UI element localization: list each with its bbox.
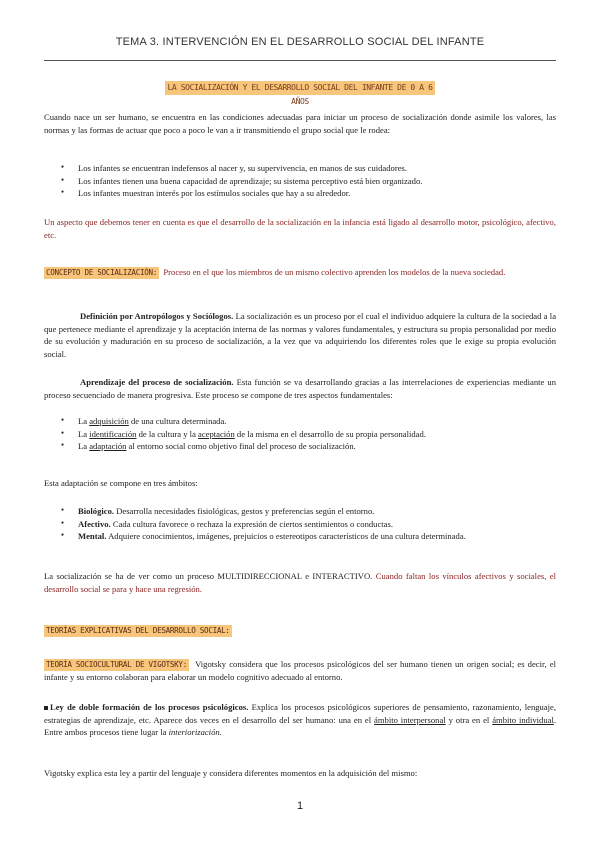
page-header: TEMA 3. INTERVENCIÓN EN EL DESARROLLO SOCIAL DEL INFANTE <box>115 36 485 48</box>
domains-list <box>44 505 556 543</box>
intro-paragraph: Cuando nace un ser humano, se encuentra en las condiciones adecuadas para iniciar un proceso de socialización donde asimile los valores, las normas y las formas de actuar que poco a poco le van a ir transmitiendo el grupo social que le rodea: <box>44 112 556 135</box>
domain-heading: Biológico. <box>78 506 115 516</box>
concept-tag: CONCEPTO DE SOCIALIZACIÓN: <box>46 268 158 277</box>
vigotsky-tag: TEORÍA SOCIOCULTURAL DE VIGOTSKY: <box>46 660 187 669</box>
learning-paragraph <box>44 376 556 401</box>
learning-heading: Aprendizaje del proceso de socialización. <box>80 377 234 387</box>
underlined-term: ámbito individual <box>492 714 554 725</box>
list-item: ● Afectivo. Cada cultura favorece o rechaza la expresión de ciertos sentimientos o conductas. <box>44 518 556 531</box>
list-item: ● Los infantes tienen una buena capacidad de aprendizaje; su sistema perceptivo está bien organizado. <box>44 175 556 188</box>
vigotsky-paragraph <box>44 658 556 684</box>
domain-heading: Afectivo. <box>78 518 111 529</box>
list-item: ● Los infantes muestran interés por los estímulos sociales que hay a su alrededor. <box>44 187 556 200</box>
aspects-list <box>44 415 556 453</box>
regression-note: Cuando faltan los vínculos afectivos y sociales, el desarrollo social se para y hace una regresión. <box>44 571 556 594</box>
law-heading: Ley de doble formación de los procesos psicológicos. <box>50 702 249 712</box>
underlined-term: ámbito interpersonal <box>374 714 446 725</box>
list-item: ● La adaptación al entorno social como objetivo final del proceso de socialización. <box>44 440 556 453</box>
list-item: ● Mental. Adquiere conocimientos, imágenes, prejuicios o estereotipos característicos de una cultura determinada. <box>44 530 556 543</box>
list-item: ● Los infantes se encuentran indefensos al nacer y, su supervivencia, en manos de sus cuidadores. <box>44 162 556 175</box>
concept-text: Proceso en el que los miembros de un mismo colectivo aprenden los modelos de la nueva sociedad. <box>163 267 506 277</box>
underlined-term: adquisición <box>89 416 129 426</box>
vigotsky-text: Vigotsky considera que los procesos psicológicos del ser humano tienen un origen social; es decir, el infante y su entorno colaboran para elaborar un modelo cognitivo adecuado al entorno. <box>44 659 556 682</box>
law-paragraph: Ley de doble formación de los procesos psicológicos. Explica los procesos psicológicos superiores de pensamiento, razonamiento, lenguaje, estrategias de aprendizaje, etc. Aparece dos veces en el desarrollo del ser humano: una en el ámbito interpersonal y otra en el ámbito individual. Entre ambos procesos tiene lugar la interiorización. <box>44 702 556 738</box>
theories-heading <box>44 624 556 637</box>
underlined-term: identificación <box>89 428 137 439</box>
closing-paragraph: Vigotsky explica esta ley a partir del lenguaje y considera diferentes momentos en la adquisición del mismo: <box>44 768 418 778</box>
aspect-note: Un aspecto que debemos tener en cuenta es que el desarrollo de la socialización en la infancia está ligado al desarrollo motor, psicológico, afectivo, etc. <box>44 217 556 240</box>
intro-bullet-list <box>44 162 556 200</box>
list-item: ● La identificación de la cultura y la aceptación de la misma en el desarrollo de su propia personalidad. <box>44 428 556 441</box>
theories-tag: TEORÍAS EXPLICATIVAS DEL DESARROLLO SOCIAL: <box>46 626 230 635</box>
learning-text: Esta función se va desarrollando gracias a las interrelaciones de experiencias mediante un proceso secuenciado de manera progresiva. Este proceso se compone de tres aspectos fundamentales: <box>44 377 556 400</box>
definition-heading: Definición por Antropólogos y Sociólogos. <box>80 311 234 321</box>
adaptation-intro: Esta adaptación se compone en tres ámbitos: <box>44 478 198 488</box>
underlined-term: aceptación <box>198 428 235 439</box>
domain-heading: Mental. <box>78 531 107 542</box>
section-title: LA SOCIALIZACIÓN Y EL DESARROLLO SOCIAL DEL INFANTE DE 0 A 6 AÑOS <box>165 81 435 95</box>
concept-paragraph <box>44 266 556 279</box>
underlined-term: adaptación <box>89 441 127 452</box>
definition-text: La socialización es un proceso por el cual el individuo adquiere la cultura de la sociedad a la que pertenece mediante el aprendizaje y la aceptación interna de las normas y valores fundamentales, y estructura su propia personalidad por medio de su evolución y maduración en su proceso de socialización, a la vez que va adquiriendo los diferentes roles que le exige su propia evolución social. <box>44 311 557 359</box>
italic-term: interiorización <box>168 727 220 738</box>
multidirectional-paragraph <box>44 570 556 595</box>
definition-paragraph <box>44 310 556 360</box>
list-item: ● Biológico. Desarrolla necesidades fisiológicas, gestos y preferencias según el entorno. <box>44 505 556 518</box>
page-number: 1 <box>296 800 304 812</box>
square-bullet-icon <box>44 706 48 710</box>
header-divider <box>44 60 556 61</box>
list-item: ● La adquisición de una cultura determinada. <box>44 415 556 428</box>
multidirectional-text: La socialización se ha de ver como un proceso MULTIDIRECCIONAL e INTERACTIVO. <box>44 571 373 581</box>
